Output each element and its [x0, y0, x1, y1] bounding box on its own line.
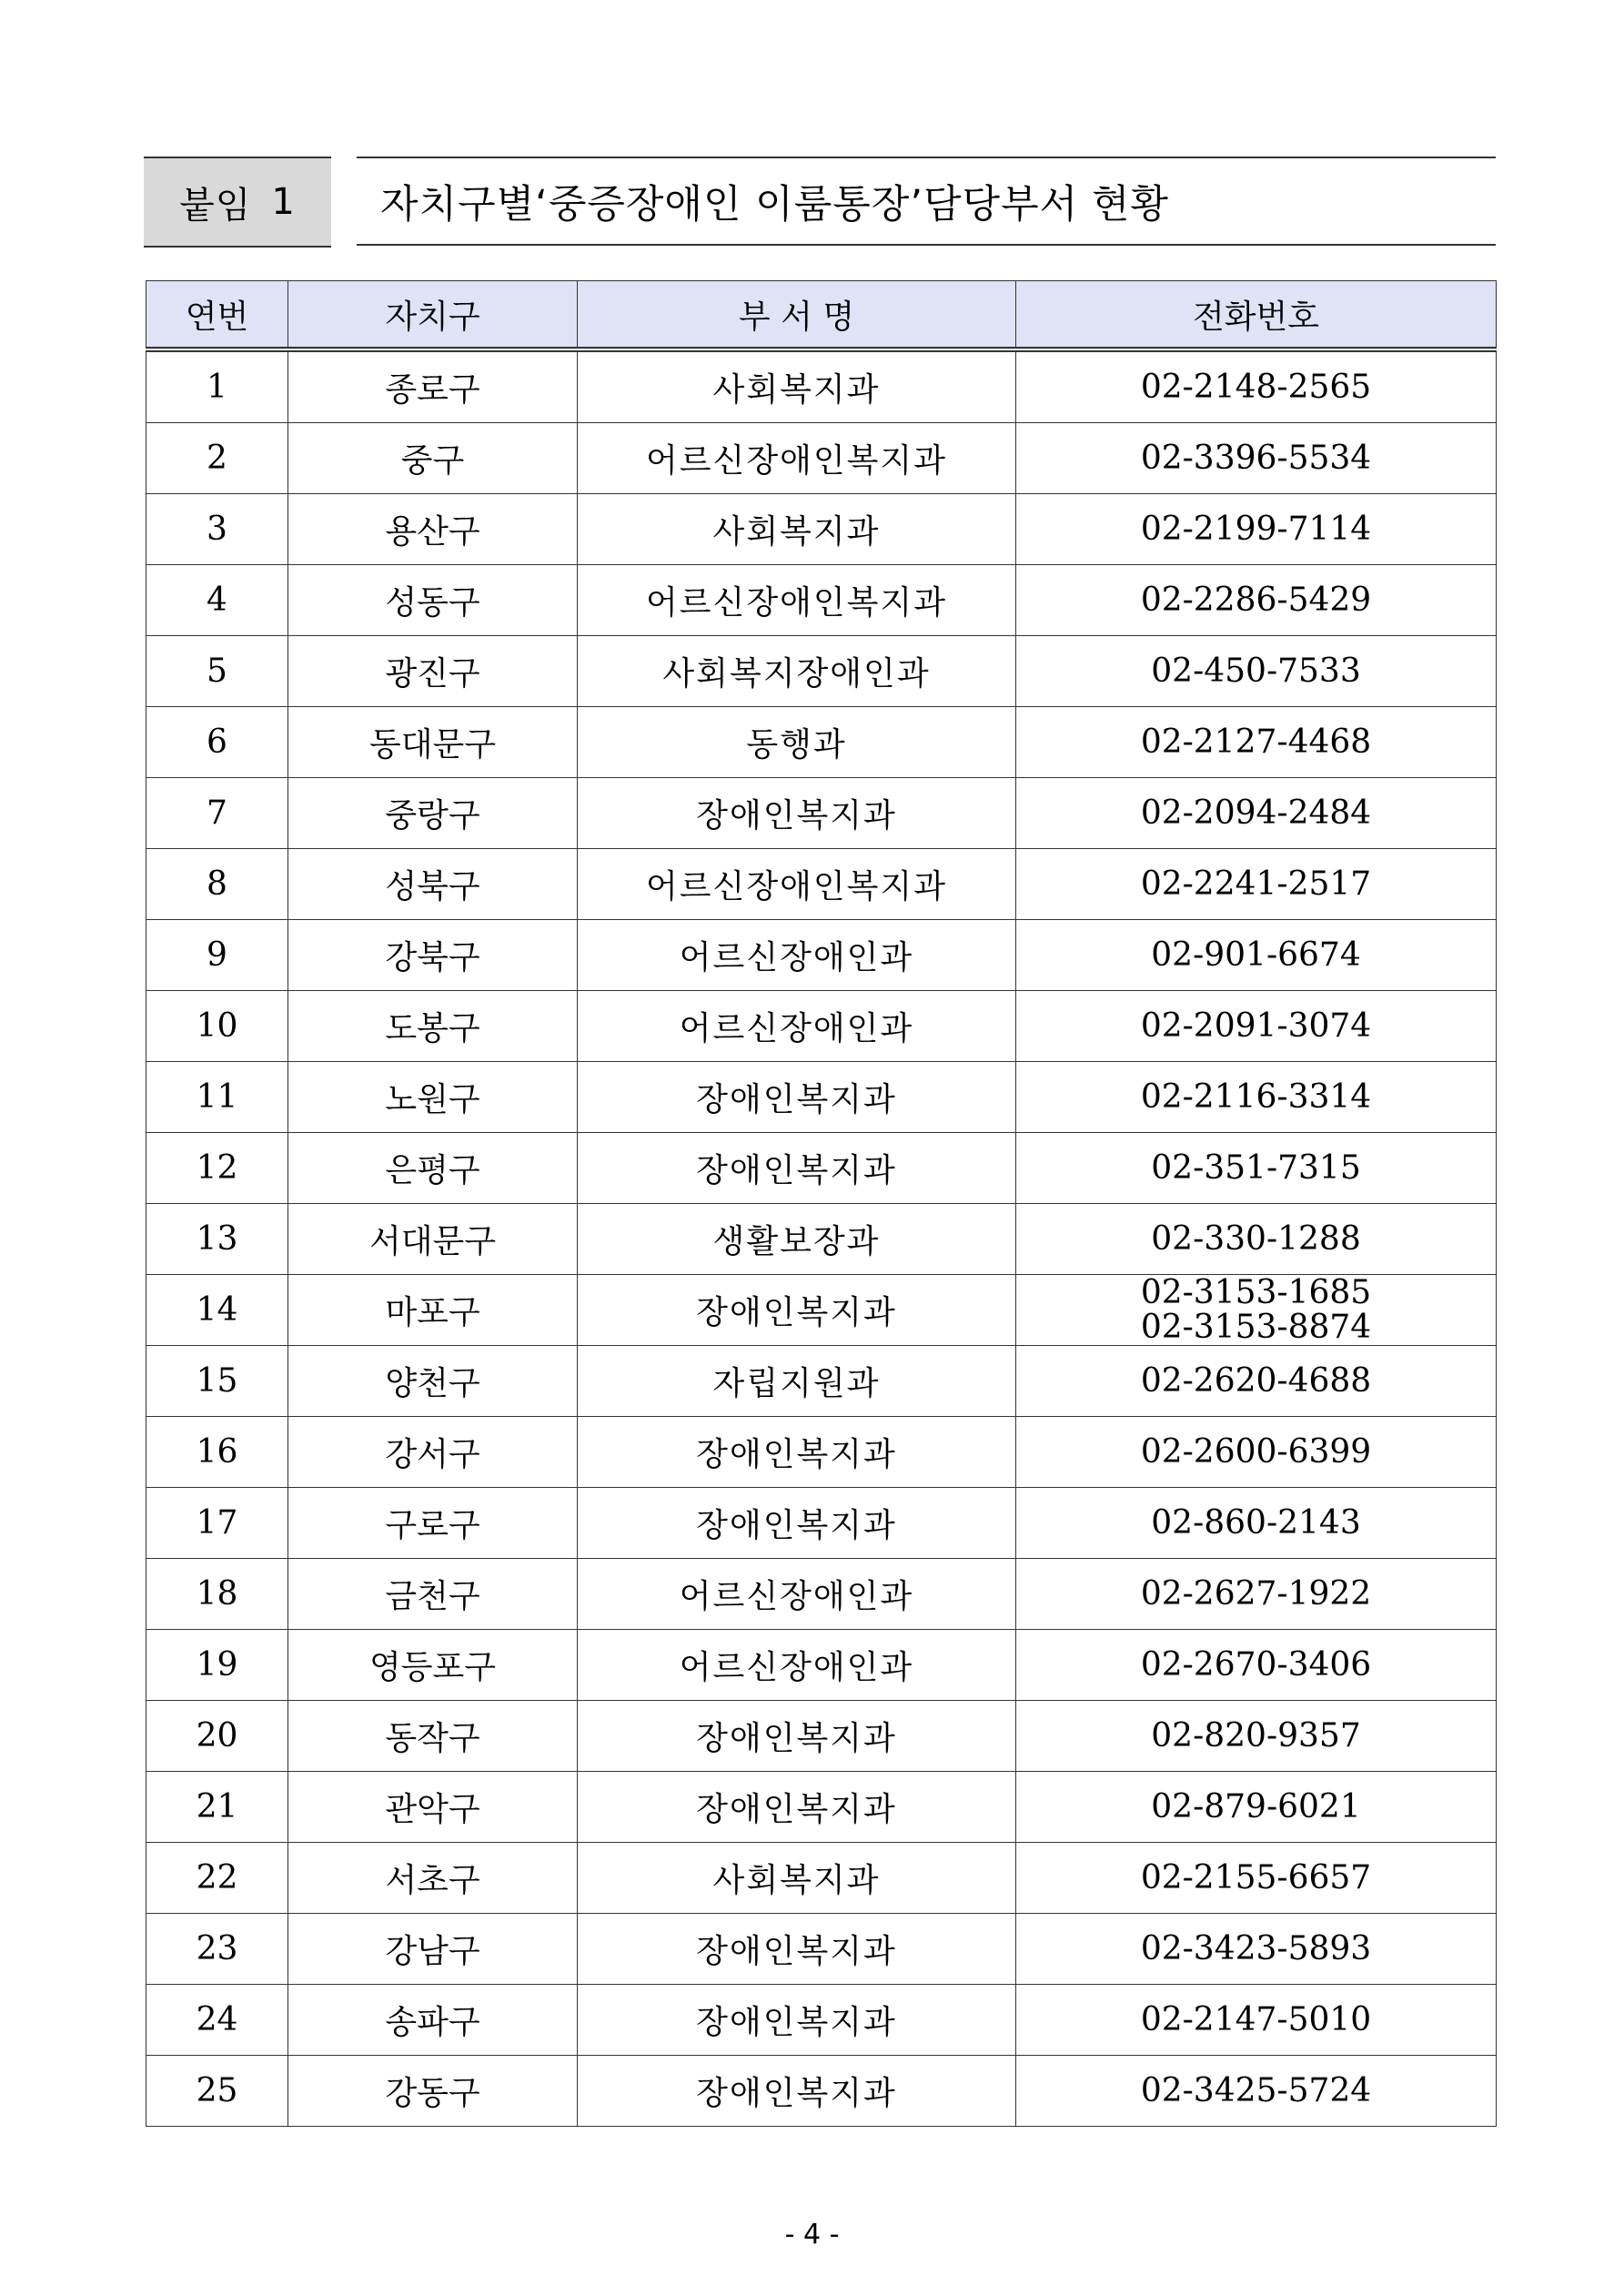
cell-phone [1016, 565, 1497, 636]
cell-phone [1016, 636, 1497, 707]
phone-number: 02-860-2143 [1151, 1503, 1361, 1542]
cell-phone [1016, 1204, 1497, 1275]
table-row [146, 349, 1497, 423]
cell-dept: 장애인복지과 [578, 778, 1016, 849]
cell-no: 24 [146, 1985, 288, 2056]
cell-phone [1016, 423, 1497, 494]
cell-phone [1016, 1985, 1497, 2056]
attachment-label-box [144, 157, 331, 248]
cell-district: 동대문구 [288, 707, 578, 778]
cell-district: 금천구 [288, 1559, 578, 1630]
cell-no: 11 [146, 1062, 288, 1133]
phone-number: 02-2094-2484 [1140, 794, 1372, 832]
cell-no: 19 [146, 1630, 288, 1701]
cell-district: 구로구 [288, 1488, 578, 1559]
cell-no: 21 [146, 1772, 288, 1843]
cell-dept: 어르신장애인복지과 [578, 565, 1016, 636]
table-body [146, 349, 1497, 2127]
cell-no: 20 [146, 1701, 288, 1772]
phone-number: 02-879-6021 [1151, 1787, 1361, 1826]
cell-district: 강남구 [288, 1914, 578, 1985]
table-row [146, 494, 1497, 565]
cell-district: 종로구 [288, 349, 578, 423]
table-row [146, 1630, 1497, 1701]
phone-number: 02-2147-5010 [1140, 2000, 1372, 2038]
header-district: 자치구 [288, 281, 578, 350]
table-row [146, 636, 1497, 707]
cell-district: 관악구 [288, 1772, 578, 1843]
phone-number: 02-901-6674 [1151, 936, 1361, 974]
table-row [146, 1985, 1497, 2056]
cell-dept: 어르신장애인과 [578, 920, 1016, 991]
phone-number: 02-2116-3314 [1140, 1077, 1372, 1116]
cell-dept: 사회복지장애인과 [578, 636, 1016, 707]
table-row [146, 1275, 1497, 1346]
cell-dept: 어르신장애인복지과 [578, 423, 1016, 494]
cell-phone [1016, 1914, 1497, 1985]
cell-dept: 장애인복지과 [578, 1062, 1016, 1133]
cell-no: 10 [146, 991, 288, 1062]
cell-dept: 어르신장애인복지과 [578, 849, 1016, 920]
phone-number: 02-2600-6399 [1140, 1432, 1372, 1471]
page-title-box [357, 157, 1496, 246]
cell-no: 7 [146, 778, 288, 849]
table-row [146, 1346, 1497, 1417]
cell-phone [1016, 1630, 1497, 1701]
table-row [146, 1914, 1497, 1985]
table-row [146, 849, 1497, 920]
phone-number: 02-3396-5534 [1140, 439, 1372, 477]
cell-no: 13 [146, 1204, 288, 1275]
table-row [146, 1701, 1497, 1772]
cell-dept: 장애인복지과 [578, 1417, 1016, 1488]
cell-phone [1016, 707, 1497, 778]
table-row [146, 1133, 1497, 1204]
phone-number: 02-820-9357 [1151, 1716, 1361, 1755]
cell-no: 12 [146, 1133, 288, 1204]
cell-district: 중랑구 [288, 778, 578, 849]
phone-number: 02-2286-5429 [1140, 581, 1372, 619]
phone-number: 02-3425-5724 [1140, 2071, 1372, 2109]
cell-district: 마포구 [288, 1275, 578, 1346]
cell-phone [1016, 1843, 1497, 1914]
table-row [146, 2056, 1497, 2127]
cell-phone [1016, 1417, 1497, 1488]
attachment-number: 1 [271, 181, 296, 223]
cell-phone [1016, 1062, 1497, 1133]
cell-dept: 자립지원과 [578, 1346, 1016, 1417]
table-row [146, 565, 1497, 636]
table-row [146, 423, 1497, 494]
phone-number: 02-2620-4688 [1140, 1361, 1372, 1400]
cell-dept: 어르신장애인과 [578, 991, 1016, 1062]
phone-number: 02-2627-1922 [1140, 1574, 1372, 1613]
phone-number: 02-2241-2517 [1140, 865, 1372, 903]
cell-dept: 장애인복지과 [578, 1914, 1016, 1985]
cell-district: 양천구 [288, 1346, 578, 1417]
phone-number: 02-3153-8874 [1140, 1308, 1372, 1346]
table-row [146, 1843, 1497, 1914]
cell-phone [1016, 849, 1497, 920]
table-row [146, 920, 1497, 991]
header-no: 연번 [146, 281, 288, 350]
cell-phone [1016, 778, 1497, 849]
cell-no: 5 [146, 636, 288, 707]
cell-district: 도봉구 [288, 991, 578, 1062]
cell-dept: 어르신장애인과 [578, 1630, 1016, 1701]
cell-no: 4 [146, 565, 288, 636]
cell-no: 17 [146, 1488, 288, 1559]
cell-no: 22 [146, 1843, 288, 1914]
cell-no: 1 [146, 349, 288, 423]
header-dept: 부 서 명 [578, 281, 1016, 350]
phone-number: 02-450-7533 [1151, 652, 1361, 690]
cell-no: 23 [146, 1914, 288, 1985]
cell-dept: 장애인복지과 [578, 1985, 1016, 2056]
table-row [146, 1488, 1497, 1559]
cell-phone [1016, 1133, 1497, 1204]
cell-phone [1016, 1701, 1497, 1772]
phone-number: 02-2199-7114 [1140, 510, 1372, 548]
table-row [146, 1204, 1497, 1275]
table-row [146, 778, 1497, 849]
department-table [146, 280, 1497, 2127]
cell-phone [1016, 1772, 1497, 1843]
cell-dept: 장애인복지과 [578, 1701, 1016, 1772]
table-row [146, 1417, 1497, 1488]
cell-phone [1016, 494, 1497, 565]
table-row [146, 1559, 1497, 1630]
cell-district: 중구 [288, 423, 578, 494]
cell-no: 3 [146, 494, 288, 565]
cell-phone [1016, 1275, 1497, 1346]
cell-dept: 장애인복지과 [578, 2056, 1016, 2127]
cell-district: 용산구 [288, 494, 578, 565]
phone-number: 02-351-7315 [1151, 1148, 1361, 1187]
phone-number: 02-2155-6657 [1140, 1858, 1372, 1896]
header-phone: 전화번호 [1016, 281, 1497, 350]
cell-dept: 어르신장애인과 [578, 1559, 1016, 1630]
cell-phone [1016, 2056, 1497, 2127]
cell-dept: 장애인복지과 [578, 1275, 1016, 1346]
cell-no: 18 [146, 1559, 288, 1630]
cell-dept: 장애인복지과 [578, 1772, 1016, 1843]
cell-district: 강동구 [288, 2056, 578, 2127]
cell-no: 25 [146, 2056, 288, 2127]
cell-dept: 장애인복지과 [578, 1488, 1016, 1559]
table-row [146, 1062, 1497, 1133]
cell-district: 강서구 [288, 1417, 578, 1488]
cell-no: 14 [146, 1275, 288, 1346]
cell-no: 16 [146, 1417, 288, 1488]
cell-phone [1016, 1488, 1497, 1559]
cell-dept: 생활보장과 [578, 1204, 1016, 1275]
cell-dept: 사회복지과 [578, 349, 1016, 423]
cell-phone [1016, 991, 1497, 1062]
phone-number: 02-2670-3406 [1140, 1645, 1372, 1684]
cell-district: 성북구 [288, 849, 578, 920]
cell-no: 2 [146, 423, 288, 494]
table-row [146, 707, 1497, 778]
phone-number: 02-3423-5893 [1140, 1929, 1372, 1967]
page-title: 자치구별‘중증장애인 이룸통장’담당부서 현황 [380, 181, 1169, 228]
phone-number: 02-2091-3074 [1140, 1006, 1372, 1045]
cell-dept: 장애인복지과 [578, 1133, 1016, 1204]
cell-no: 8 [146, 849, 288, 920]
cell-district: 은평구 [288, 1133, 578, 1204]
cell-district: 노원구 [288, 1062, 578, 1133]
cell-district: 성동구 [288, 565, 578, 636]
cell-no: 6 [146, 707, 288, 778]
cell-phone [1016, 1559, 1497, 1630]
cell-district: 광진구 [288, 636, 578, 707]
attachment-label: 붙임 [179, 184, 252, 227]
cell-no: 15 [146, 1346, 288, 1417]
cell-phone [1016, 349, 1497, 423]
cell-district: 서초구 [288, 1843, 578, 1914]
cell-phone [1016, 920, 1497, 991]
table-row [146, 1772, 1497, 1843]
cell-district: 영등포구 [288, 1630, 578, 1701]
cell-district: 강북구 [288, 920, 578, 991]
cell-district: 서대문구 [288, 1204, 578, 1275]
cell-district: 송파구 [288, 1985, 578, 2056]
cell-phone [1016, 1346, 1497, 1417]
table-header-row [146, 281, 1497, 350]
table-row [146, 991, 1497, 1062]
cell-no: 9 [146, 920, 288, 991]
phone-number: 02-330-1288 [1151, 1219, 1361, 1258]
cell-dept: 사회복지과 [578, 1843, 1016, 1914]
cell-dept: 동행과 [578, 707, 1016, 778]
cell-district: 동작구 [288, 1701, 578, 1772]
page-number: - 4 - [784, 2219, 840, 2250]
phone-number: 02-3153-1685 [1140, 1273, 1372, 1311]
cell-dept: 사회복지과 [578, 494, 1016, 565]
phone-number: 02-2127-4468 [1140, 723, 1372, 761]
phone-number: 02-2148-2565 [1140, 368, 1372, 406]
